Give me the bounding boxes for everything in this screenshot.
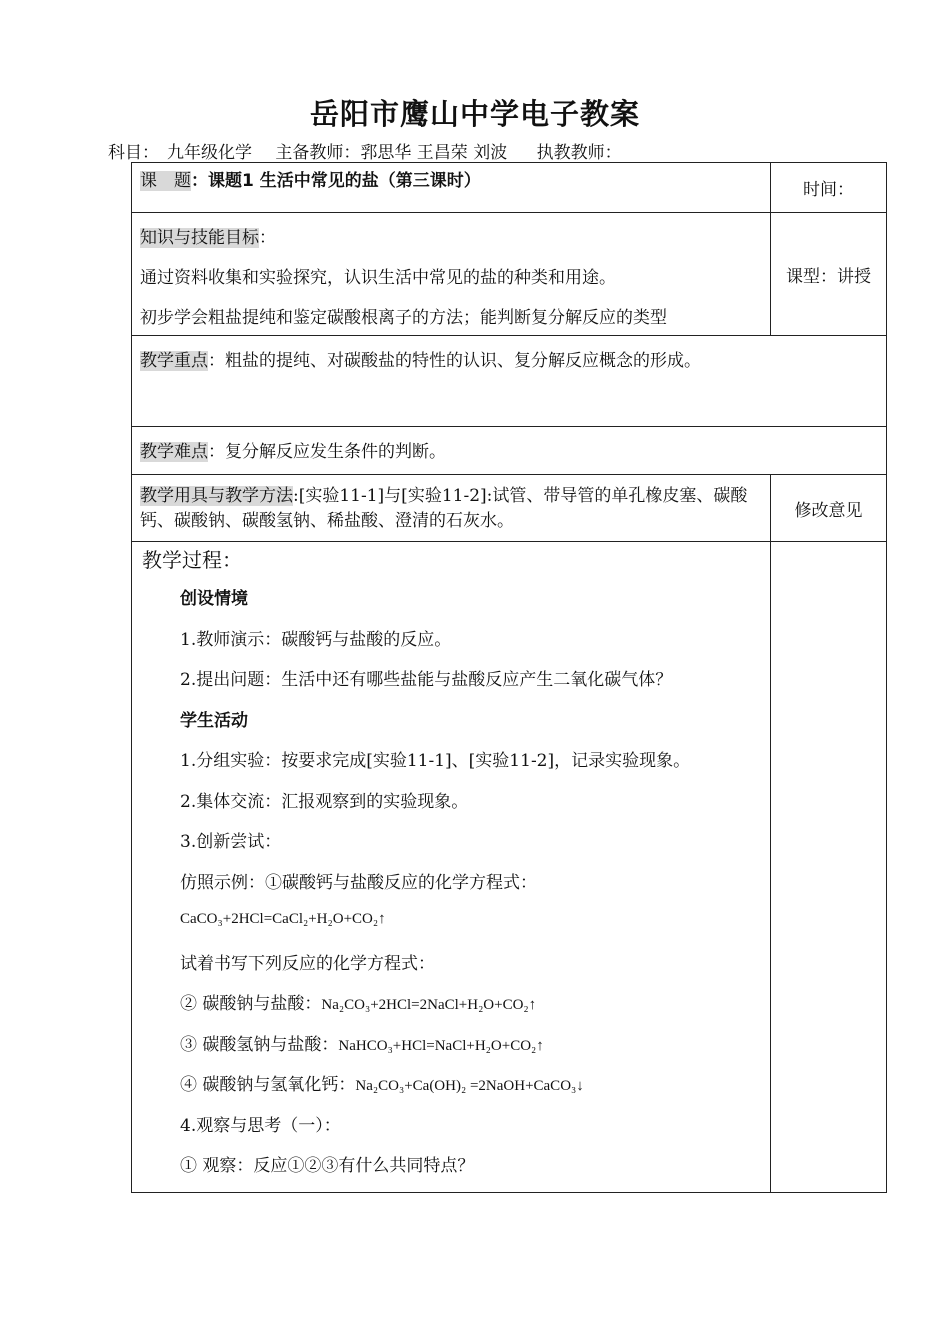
chemical-equation: CaCO₃+2HCl=CaCl₂+H₂O+CO₂↑ xyxy=(180,911,386,927)
chemical-equation: Na₂CO₃+2HCl=2NaCl+H₂O+CO₂↑ xyxy=(321,997,537,1013)
header-meta xyxy=(108,138,640,163)
revision-notes-cell xyxy=(771,542,887,1193)
tools-cell xyxy=(132,475,771,542)
process-text: 1.教师演示：碳酸钙与盐酸的反应。 xyxy=(180,629,452,650)
process-text: 试着书写下列反应的化学方程式： xyxy=(180,953,435,974)
process-text: 1.分组实验：按要求完成[实验11-1]、[实验11-2]，记录实验现象。 xyxy=(180,751,691,771)
subject-field xyxy=(108,143,252,163)
goals-row xyxy=(132,213,887,336)
difficulty-text: ：复分解反应发生条件的判断。 xyxy=(208,442,446,462)
tools-row xyxy=(132,475,887,542)
process-text: 创设情境 xyxy=(180,589,248,609)
goals-label: 知识与技能目标 xyxy=(140,228,259,248)
process-lines xyxy=(142,584,762,1192)
tools-text: :[实验11-1]与[实验11-2]:试管、带导管的单孔橡皮塞、碳酸钙、碳酸钠、碳酸氢钠、稀盐酸、澄清的石灰水。 xyxy=(140,486,748,531)
key-points-row xyxy=(132,336,887,427)
process-cell xyxy=(132,542,771,1193)
process-text: 仿照示例：①碳酸钙与盐酸反应的化学方程式： xyxy=(180,872,537,893)
key-points-text: ：粗盐的提纯、对碳酸盐的特性的认识、复分解反应概念的形成。 xyxy=(208,351,701,371)
topic-cell xyxy=(132,163,771,213)
process-line xyxy=(142,1111,762,1152)
process-line xyxy=(142,1070,762,1111)
process-row xyxy=(132,542,887,1193)
process-line xyxy=(142,908,762,949)
key-points-label: 教学重点 xyxy=(140,351,208,371)
revision-cell: 修改意见 xyxy=(771,475,887,542)
goals-cell xyxy=(132,213,771,336)
lead-teacher-label: 主备教师： xyxy=(275,143,361,163)
tools-label: 教学用具与教学方法 xyxy=(140,486,293,506)
goals-colon: ： xyxy=(259,228,276,248)
process-text: 4.观察与思考（一）： xyxy=(180,1115,341,1136)
process-text: 学生活动 xyxy=(180,710,248,731)
goal-item: 初步学会粗盐提纯和鉴定碳酸根离子的方法；能判断复分解反应的类型 xyxy=(140,308,667,328)
key-points-cell xyxy=(132,336,887,427)
process-text: 3.创新尝试： xyxy=(180,832,282,852)
topic-colon: ： xyxy=(191,171,208,191)
process-line xyxy=(142,665,762,706)
topic-label: 课 题 xyxy=(140,171,191,191)
difficulty-label: 教学难点 xyxy=(140,442,208,462)
process-line xyxy=(142,625,762,666)
lead-teacher-field xyxy=(275,143,513,163)
difficulty-row xyxy=(132,427,887,475)
process-line xyxy=(142,787,762,828)
chemical-equation: NaHCO₃+HCl=NaCl+H₂O+CO₂↑ xyxy=(338,1037,544,1054)
process-heading: 教学过程： xyxy=(142,548,242,572)
topic-row xyxy=(132,163,887,213)
goal-item: 通过资料收集和实验探究，认识生活中常见的盐的种类和用途。 xyxy=(140,268,616,288)
lesson-plan-table xyxy=(131,162,887,1193)
subject-label: 科目： xyxy=(108,143,159,163)
subject-value: 九年级化学 xyxy=(167,143,252,163)
document-title: 岳阳市鹰山中学电子教案 xyxy=(309,97,640,131)
reaction-label: ④ 碳酸钠与氢氧化钙： xyxy=(180,1075,356,1095)
process-line xyxy=(142,706,762,747)
process-line xyxy=(142,868,762,909)
process-text: 2.提出问题：生活中还有哪些盐能与盐酸反应产生二氧化碳气体？ xyxy=(180,670,673,690)
process-line xyxy=(142,949,762,990)
process-line xyxy=(142,746,762,787)
process-line xyxy=(142,989,762,1030)
chemical-equation: Na₂CO₃+Ca(OH)₂ =2NaOH+CaCO₃↓ xyxy=(355,1078,584,1094)
lead-teacher-value: 郛思华 王昌荣 刘波 xyxy=(360,143,508,163)
process-text: 2.集体交流：汇报观察到的实验现象。 xyxy=(180,791,469,812)
process-text: ① 观察：反应①②③有什么共同特点？ xyxy=(180,1156,475,1176)
time-cell: 时间： xyxy=(771,163,887,213)
difficulty-cell xyxy=(132,427,887,475)
process-line xyxy=(142,827,762,868)
process-line xyxy=(142,1151,762,1192)
teacher-field: 执教教师： xyxy=(536,143,622,163)
topic-text: 课题1 生活中常见的盐（第三课时） xyxy=(208,171,481,191)
reaction-label: ③ 碳酸氢钠与盐酸： xyxy=(180,1034,339,1055)
process-line xyxy=(142,584,762,625)
process-line xyxy=(142,1030,762,1071)
lesson-type-cell: 课型：讲授 xyxy=(771,213,887,336)
reaction-label: ② 碳酸钠与盐酸： xyxy=(180,994,322,1014)
